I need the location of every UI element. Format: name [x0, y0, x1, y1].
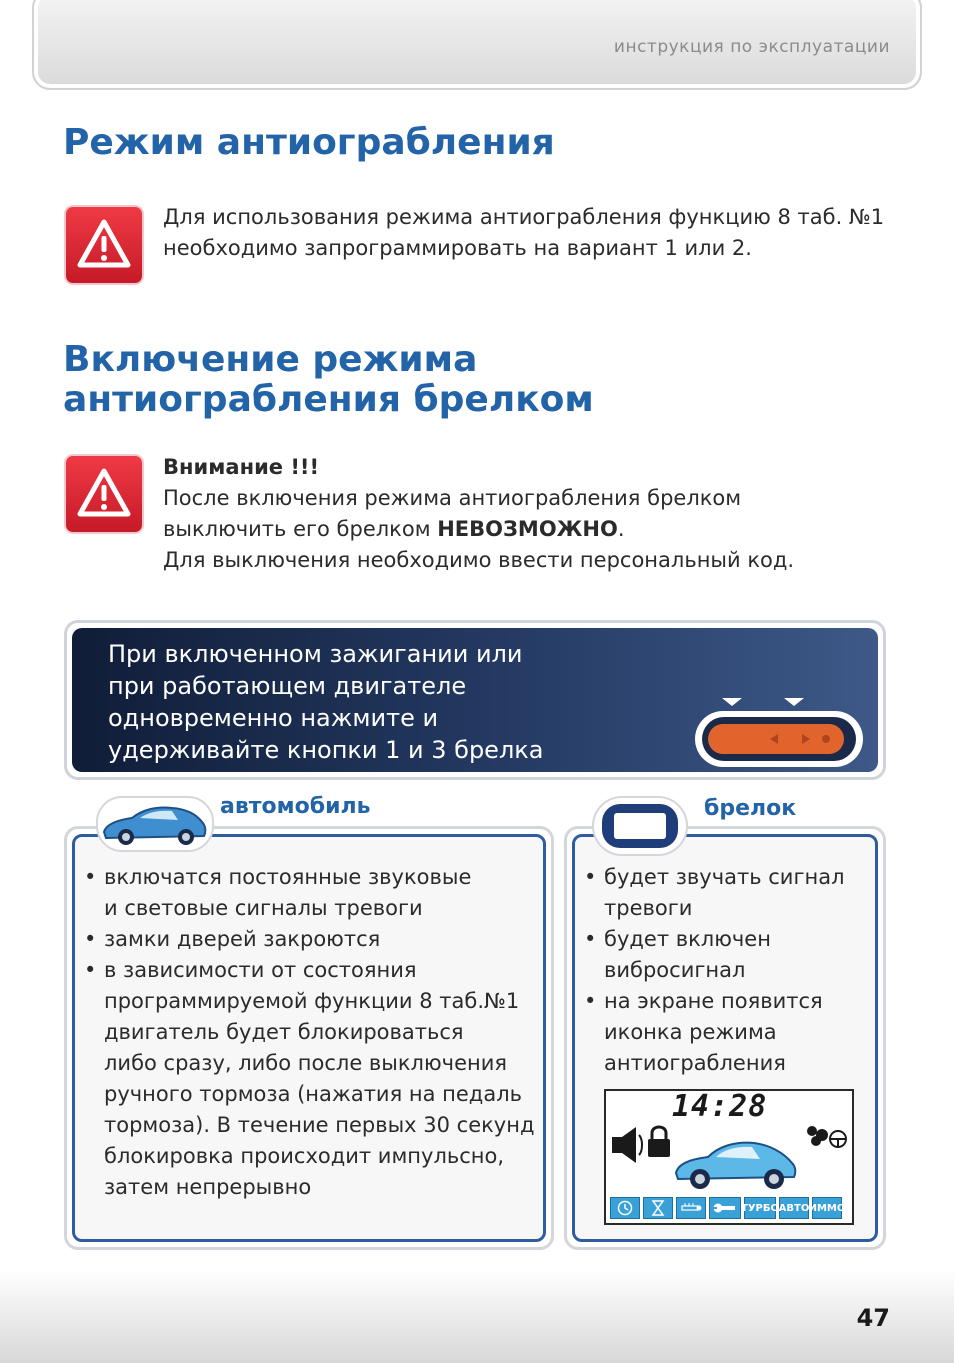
header-label: инструкция по эксплуатации: [613, 37, 890, 57]
car-box-title: автомобиль: [220, 794, 371, 819]
attention-heading: Внимание !!!: [163, 455, 320, 479]
lcd-status-icons: [610, 1197, 846, 1219]
clock-icon: [610, 1197, 640, 1219]
list-item: • замки дверей закроются: [84, 924, 544, 955]
fob-effects-list: [584, 862, 870, 1079]
immo-indicator: ИММО: [812, 1197, 842, 1219]
lcd-car-alarm-scene: [610, 1121, 852, 1197]
key-fob-icon: [594, 798, 686, 854]
wrench-icon: [709, 1197, 741, 1219]
key-fob-buttons-icon: [692, 694, 868, 774]
lock-icon: [648, 1127, 670, 1157]
steering-wheel-icon: [830, 1131, 846, 1147]
page-number: 47: [856, 1304, 890, 1332]
lcd-time: 14:28: [672, 1089, 768, 1124]
fob-lcd-screen: [604, 1089, 854, 1225]
car-badge: [96, 796, 214, 852]
antirobbery-note: Для использования режима антиограбления функцию 8 таб. №1 необходимо запрограммировать на вариант 1 или 2.: [163, 205, 885, 260]
footer-band: [0, 1270, 954, 1363]
fob-box-title: брелок: [704, 796, 797, 821]
car-icon: [676, 1143, 795, 1189]
hourglass-icon: [643, 1197, 673, 1219]
turbo-indicator: ТУРБО: [744, 1197, 776, 1219]
list-item: • включатся постоянные звуковые и световые сигналы тревоги: [84, 862, 544, 924]
list-item: • на экране появится иконка режима антиограбления: [584, 986, 870, 1079]
impossible-emphasis: НЕВОЗМОЖНО: [437, 517, 618, 541]
list-item: • будет включен вибросигнал: [584, 924, 870, 986]
car-effects-list: [84, 862, 544, 1203]
list-item: • в зависимости от состояния программируемой функции 8 таб.№1 двигатель будет блокироваться либо сразу, либо после выключения ручного тормоза (нажатия на педаль тормоза). В течение первых 30 секунд блокировка происходит импульсно, затем непрерывно: [84, 955, 544, 1203]
section-title-antirobbery: Режим антиограбления: [63, 122, 555, 163]
section-title-fob-enable: Включение режима антиограбления брелком: [63, 339, 594, 420]
siren-icon: [612, 1127, 642, 1163]
car-icon: [98, 798, 212, 850]
warning-icon: [64, 205, 144, 285]
instruction-panel: [64, 620, 886, 780]
attention-note: Внимание !!! После включения режима антиограбления брелком выключить его брелком НЕВОЗМОЖНО. Для выключения необходимо ввести персональный код.: [163, 452, 794, 576]
list-item: • будет звучать сигнал тревоги: [584, 862, 870, 924]
fob-badge: [592, 796, 688, 856]
exhaust-icon: [807, 1126, 828, 1146]
auto-indicator: АВТО: [779, 1197, 809, 1219]
header-band: [32, 0, 922, 90]
warning-icon: [64, 454, 144, 534]
thermometer-icon: [676, 1197, 706, 1219]
instruction-text: При включенном зажигании или при работающем двигателе одновременно нажмите и удерживайте кнопки 1 и 3 брелка: [108, 640, 544, 764]
